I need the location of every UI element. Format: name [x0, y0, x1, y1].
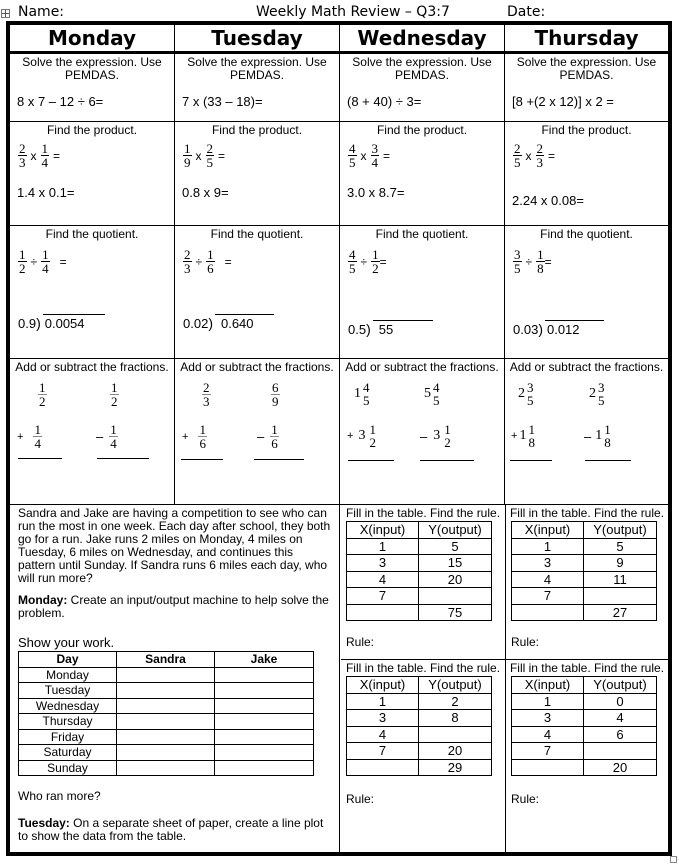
- table-row: [512, 588, 657, 605]
- rule-label: Rule:: [511, 635, 540, 649]
- table-row: [512, 759, 657, 776]
- y-cell[interactable]: [584, 588, 657, 605]
- decimal-product-problem: 2.24 x 0.08=: [512, 193, 584, 208]
- subtract-problem-top: $\frac{1}{2}$: [111, 380, 118, 409]
- rule-label: Rule:: [511, 792, 540, 806]
- fraction: $\frac{3}{4}$: [371, 141, 378, 170]
- word-problem-story: Sandra and Jake are having a competition to see who can run the most in one week. Each day after school, they both go for a run. Jake runs 2 miles on Monday, 4 miles on Tuesday, 6 miles on Wednesday, and continues this pattern until Sunday. If Sandra runs 6 miles each day, who will run more?: [18, 506, 331, 585]
- bottom-section: [10, 505, 668, 852]
- table-row: [347, 571, 492, 588]
- subtract-problem-bottom: – $\frac{1}{4}$: [96, 422, 117, 451]
- add-subtract-instruction: Add or subtract the fractions.: [15, 360, 169, 374]
- monday-task-text: Create an input/output machine to help solve the problem.: [18, 593, 329, 620]
- x-cell[interactable]: [347, 604, 419, 621]
- worksheet-grid: [6, 21, 672, 856]
- dividend: 0.012: [545, 320, 604, 337]
- x-input-header: X(input): [347, 677, 419, 694]
- pemdas-instruction: Solve the expression. Use PEMDAS.: [516, 55, 657, 82]
- fraction-add-subtract-cell[interactable]: [340, 359, 505, 504]
- product-cell[interactable]: [505, 122, 668, 225]
- sandra-cell[interactable]: [117, 698, 215, 714]
- x-cell[interactable]: 4: [512, 726, 584, 743]
- subtract-problem-bottom: – 3 1 2: [420, 422, 451, 450]
- product-instruction: Find the product.: [46, 123, 138, 137]
- x-input-header: X(input): [347, 522, 419, 539]
- jake-cell[interactable]: [215, 745, 314, 761]
- column-header-jake: Jake: [215, 652, 314, 668]
- equals-sign: =: [218, 148, 226, 163]
- show-work-label: Show your work.: [18, 635, 115, 650]
- monday-task-label: Monday:: [18, 593, 68, 607]
- division-bracket-icon: ): [538, 321, 543, 337]
- sandra-cell[interactable]: [117, 667, 215, 683]
- sandra-cell[interactable]: [117, 683, 215, 699]
- x-cell[interactable]: [512, 759, 584, 776]
- answer-line: [585, 460, 631, 461]
- monday-task: [10, 585, 339, 620]
- y-output-header: Y(output): [584, 522, 657, 539]
- fraction: $\frac{1}{2}$: [372, 247, 379, 276]
- fraction: $\frac{3}{5}$: [514, 247, 521, 276]
- equals-sign: =: [59, 254, 67, 269]
- pemdas-cell[interactable]: [175, 54, 340, 121]
- y-cell[interactable]: 11: [584, 571, 657, 588]
- divide-sign: ÷: [30, 254, 38, 269]
- x-cell[interactable]: 4: [512, 571, 584, 588]
- io-table-cell: [341, 505, 506, 660]
- subtract-problem-top: $\frac{6}{9}$: [272, 380, 279, 409]
- decimal-product-problem: 3.0 x 8.7=: [347, 185, 405, 200]
- fraction-quotient-problem: [18, 248, 71, 275]
- decimal-product-problem: 0.8 x 9=: [182, 185, 229, 200]
- pemdas-cell[interactable]: [505, 54, 668, 121]
- y-cell[interactable]: 8: [419, 710, 492, 727]
- answer-line: [420, 460, 474, 461]
- table-resize-handle-icon[interactable]: [670, 856, 677, 863]
- sandra-cell[interactable]: [117, 745, 215, 761]
- io-table-cell: [506, 660, 668, 852]
- pemdas-expression: 7 x (33 – 18)=: [182, 94, 263, 109]
- dividend: 0.0054: [43, 314, 105, 331]
- x-cell[interactable]: 1: [347, 538, 419, 555]
- rule-label: Rule:: [346, 635, 375, 649]
- table-row: [19, 698, 314, 714]
- long-division-problem: [348, 320, 433, 337]
- fraction: $\frac{1}{2}$: [19, 247, 26, 276]
- x-cell[interactable]: 7: [347, 743, 419, 760]
- input-output-table: [346, 676, 492, 776]
- product-instruction: Find the product.: [211, 123, 303, 137]
- division-bracket-icon: ): [208, 315, 213, 331]
- word-problem-cell: [10, 505, 340, 852]
- add-subtract-instruction: Add or subtract the fractions.: [509, 360, 664, 374]
- jake-cell[interactable]: [215, 729, 314, 745]
- division-bracket-icon: ): [366, 321, 371, 337]
- y-cell[interactable]: 20: [419, 743, 492, 760]
- fraction-add-subtract-row: [10, 359, 668, 505]
- io-table-cell: [341, 660, 506, 852]
- y-cell[interactable]: [584, 743, 657, 760]
- jake-cell[interactable]: [215, 760, 314, 776]
- sandra-cell[interactable]: [117, 729, 215, 745]
- day-header-row: [10, 25, 668, 54]
- x-input-header: X(input): [512, 522, 584, 539]
- fraction: $\frac{4}{5}$: [349, 141, 356, 170]
- product-cell[interactable]: [175, 122, 340, 225]
- y-cell[interactable]: 9: [584, 555, 657, 572]
- pemdas-expression: (8 + 40) ÷ 3=: [347, 94, 422, 109]
- io-table-cell: [506, 505, 668, 660]
- x-cell[interactable]: 1: [512, 693, 584, 710]
- fraction: $\frac{1}{9}$: [184, 141, 191, 170]
- fraction: $\frac{2}{5}$: [206, 141, 213, 170]
- day-header-monday: Monday: [10, 25, 175, 51]
- answer-line: [510, 460, 552, 461]
- day-header-wednesday: Wednesday: [340, 25, 505, 51]
- y-cell[interactable]: 27: [584, 604, 657, 621]
- add-problem-bottom: + 3 1 2: [347, 422, 376, 450]
- fraction-add-subtract-cell[interactable]: [505, 359, 668, 504]
- fraction-add-subtract-cell[interactable]: [10, 359, 175, 504]
- equals-sign: =: [224, 254, 232, 269]
- day-cell: Wednesday: [19, 698, 117, 714]
- y-cell[interactable]: 20: [584, 759, 657, 776]
- add-problem-top: $\frac{1}{2}$: [39, 380, 46, 409]
- divide-sign: ÷: [360, 254, 368, 269]
- answer-line: [348, 460, 394, 461]
- y-cell[interactable]: 15: [419, 555, 492, 572]
- quotient-cell[interactable]: [10, 226, 175, 358]
- table-row: [347, 743, 492, 760]
- add-problem-bottom: + 1 1 8: [511, 422, 535, 450]
- pemdas-instruction: Solve the expression. Use PEMDAS.: [187, 55, 327, 82]
- divisor: 0.03: [513, 322, 539, 337]
- jake-cell[interactable]: [215, 667, 314, 683]
- jake-cell[interactable]: [215, 714, 314, 730]
- y-cell[interactable]: [419, 726, 492, 743]
- fraction: $\frac{2}{5}$: [514, 141, 521, 170]
- table-row: [512, 743, 657, 760]
- x-cell[interactable]: 1: [512, 538, 584, 555]
- answer-line: [254, 459, 304, 460]
- table-row: [347, 555, 492, 572]
- table-row: [19, 683, 314, 699]
- fraction-product-problem: [18, 142, 64, 169]
- fraction: $\frac{2}{3}$: [19, 141, 26, 170]
- quotient-cell[interactable]: [175, 226, 340, 358]
- dividend: 0.640: [215, 314, 274, 331]
- x-cell[interactable]: 1: [347, 693, 419, 710]
- table-row: [19, 667, 314, 683]
- add-problem-top: 2 3 5: [518, 380, 534, 408]
- fraction-quotient-problem: [513, 248, 556, 275]
- date-label: Date:: [507, 4, 546, 20]
- day-cell: Saturday: [19, 745, 117, 761]
- table-row: [19, 729, 314, 745]
- multiply-sign: x: [360, 148, 367, 163]
- product-instruction: Find the product.: [541, 123, 632, 137]
- add-problem-top: $\frac{2}{3}$: [203, 380, 210, 409]
- product-cell[interactable]: [10, 122, 175, 225]
- multiply-sign: x: [525, 148, 532, 163]
- input-output-table: [511, 521, 657, 621]
- table-row: [512, 693, 657, 710]
- y-cell[interactable]: 2: [419, 693, 492, 710]
- product-row: [10, 122, 668, 226]
- x-cell[interactable]: 7: [347, 588, 419, 605]
- tuesday-task-text: On a separate sheet of paper, create a line plot to show the data from the table.: [18, 816, 324, 843]
- table-row: [512, 538, 657, 555]
- fraction: $\frac{1}{4}$: [42, 247, 49, 276]
- table-row: [19, 760, 314, 776]
- table-row: [512, 710, 657, 727]
- quotient-instruction: Find the quotient.: [210, 227, 304, 241]
- decimal-product-problem: 1.4 x 0.1=: [17, 185, 75, 200]
- product-instruction: Find the product.: [376, 123, 468, 137]
- quotient-instruction: Find the quotient.: [540, 227, 633, 241]
- x-cell[interactable]: 4: [347, 726, 419, 743]
- table-row: [347, 588, 492, 605]
- table-row: [347, 693, 492, 710]
- day-cell: Monday: [19, 667, 117, 683]
- tuesday-task-label: Tuesday:: [18, 816, 70, 830]
- input-output-table: [346, 521, 492, 621]
- fraction-quotient-problem: [183, 248, 236, 275]
- subtract-problem-bottom: – $\frac{1}{6}$: [257, 422, 278, 451]
- subtract-problem-top: 2 3 5: [589, 380, 605, 408]
- y-cell[interactable]: 4: [584, 710, 657, 727]
- y-output-header: Y(output): [584, 677, 657, 694]
- pemdas-row: [10, 54, 668, 122]
- y-output-header: Y(output): [419, 677, 492, 694]
- table-row: [512, 726, 657, 743]
- y-cell[interactable]: 29: [419, 759, 492, 776]
- pemdas-instruction: Solve the expression. Use PEMDAS.: [352, 55, 492, 82]
- jake-cell[interactable]: [215, 683, 314, 699]
- name-label: Name:: [18, 4, 65, 20]
- answer-line: [181, 459, 223, 460]
- day-header-thursday: Thursday: [534, 26, 639, 50]
- dividend: 55: [373, 320, 433, 337]
- input-output-table: [511, 676, 657, 776]
- io-instruction: Fill in the table. Find the rule.: [345, 661, 501, 675]
- divide-sign: ÷: [195, 254, 203, 269]
- day-cell: Tuesday: [19, 683, 117, 699]
- x-cell[interactable]: 7: [512, 743, 584, 760]
- fraction-product-problem: [183, 142, 229, 169]
- x-cell[interactable]: 3: [512, 555, 584, 572]
- subtract-problem-bottom: – 1 1 8: [584, 422, 611, 450]
- x-input-header: X(input): [512, 677, 584, 694]
- y-output-header: Y(output): [419, 522, 492, 539]
- fraction: $\frac{2}{3}$: [184, 247, 191, 276]
- day-cell: Thursday: [19, 714, 117, 730]
- fraction: $\frac{1}{6}$: [207, 247, 214, 276]
- sandra-cell[interactable]: [117, 714, 215, 730]
- add-problem-top: 1 4 5: [354, 380, 370, 408]
- add-subtract-instruction: Add or subtract the fractions.: [180, 360, 334, 374]
- subtract-problem-top: 5 4 5: [424, 380, 440, 408]
- rule-label: Rule:: [346, 792, 375, 806]
- fraction: $\frac{2}{3}$: [536, 141, 543, 170]
- column-header-day: Day: [19, 652, 117, 668]
- division-bracket-icon: ): [36, 315, 41, 331]
- long-division-problem: [18, 314, 105, 331]
- y-cell[interactable]: 75: [419, 604, 492, 621]
- pemdas-expression: 8 x 7 – 12 ÷ 6=: [17, 94, 104, 109]
- answer-line: [97, 458, 149, 459]
- long-division-problem: [513, 320, 604, 337]
- worksheet-title: Weekly Math Review – Q3:7: [256, 4, 450, 20]
- y-cell[interactable]: [419, 588, 492, 605]
- tuesday-task: [18, 817, 339, 843]
- multiply-sign: x: [30, 148, 37, 163]
- day-header-tuesday: Tuesday: [175, 25, 340, 51]
- equals-sign: =: [548, 148, 556, 163]
- table-row: [347, 726, 492, 743]
- table-header-row: [19, 652, 314, 668]
- table-row: [347, 759, 492, 776]
- long-division-problem: [183, 314, 274, 331]
- pemdas-cell[interactable]: [340, 54, 505, 121]
- table-row: [19, 745, 314, 761]
- table-row: [19, 714, 314, 730]
- y-cell[interactable]: 6: [584, 726, 657, 743]
- y-cell[interactable]: 20: [419, 571, 492, 588]
- fraction: $\frac{1}{8}$: [537, 247, 544, 276]
- jake-cell[interactable]: [215, 698, 314, 714]
- table-row: [512, 571, 657, 588]
- quotient-row: [10, 226, 668, 359]
- quotient-instruction: Find the quotient.: [45, 227, 139, 241]
- running-data-table: [18, 651, 314, 776]
- answer-line: [18, 458, 62, 459]
- x-cell[interactable]: 3: [512, 710, 584, 727]
- x-cell[interactable]: [347, 759, 419, 776]
- day-cell: Friday: [19, 729, 117, 745]
- equals-sign: =: [544, 254, 552, 269]
- x-cell[interactable]: 7: [512, 588, 584, 605]
- pemdas-instruction: Solve the expression. Use PEMDAS.: [22, 55, 162, 82]
- column-header-sandra: Sandra: [117, 652, 215, 668]
- table-row: [347, 538, 492, 555]
- sandra-cell[interactable]: [117, 760, 215, 776]
- who-ran-more-question: Who ran more?: [18, 789, 101, 803]
- x-cell[interactable]: 3: [347, 710, 419, 727]
- equals-sign: =: [379, 254, 387, 269]
- x-cell[interactable]: [512, 604, 584, 621]
- fraction-quotient-problem: [348, 248, 391, 275]
- pemdas-expression: [8 +(2 x 12)] x 2 =: [512, 94, 614, 109]
- product-cell[interactable]: [340, 122, 505, 225]
- y-cell[interactable]: 5: [419, 538, 492, 555]
- table-row: [347, 604, 492, 621]
- pemdas-cell[interactable]: [10, 54, 175, 121]
- io-instruction: Fill in the table. Find the rule.: [509, 661, 665, 675]
- y-cell[interactable]: 0: [584, 693, 657, 710]
- divisor: 0.9: [18, 316, 37, 331]
- fraction: $\frac{1}{4}$: [41, 141, 48, 170]
- io-instruction: Fill in the table. Find the rule.: [509, 506, 665, 520]
- x-cell[interactable]: 4: [347, 571, 419, 588]
- add-problem-bottom: + $\frac{1}{6}$: [182, 422, 206, 451]
- table-row: [347, 710, 492, 727]
- fraction-product-problem: [348, 142, 394, 169]
- table-row: [512, 604, 657, 621]
- add-problem-bottom: + $\frac{1}{4}$: [17, 422, 41, 451]
- equals-sign: =: [383, 148, 391, 163]
- divisor: 0.02: [183, 316, 209, 331]
- fraction-add-subtract-cell[interactable]: [175, 359, 340, 504]
- quotient-instruction: Find the quotient.: [375, 227, 469, 241]
- day-cell: Sunday: [19, 760, 117, 776]
- fraction: $\frac{4}{5}$: [349, 247, 356, 276]
- io-instruction: Fill in the table. Find the rule.: [345, 506, 501, 520]
- y-cell[interactable]: 5: [584, 538, 657, 555]
- divide-sign: ÷: [525, 254, 533, 269]
- x-cell[interactable]: 3: [347, 555, 419, 572]
- table-row: [512, 555, 657, 572]
- multiply-sign: x: [195, 148, 202, 163]
- divisor: 0.5: [348, 322, 367, 337]
- equals-sign: =: [53, 148, 61, 163]
- quotient-cell[interactable]: [340, 226, 505, 358]
- add-subtract-instruction: Add or subtract the fractions.: [345, 360, 499, 374]
- quotient-cell[interactable]: [505, 226, 668, 358]
- fraction-product-problem: [513, 142, 559, 169]
